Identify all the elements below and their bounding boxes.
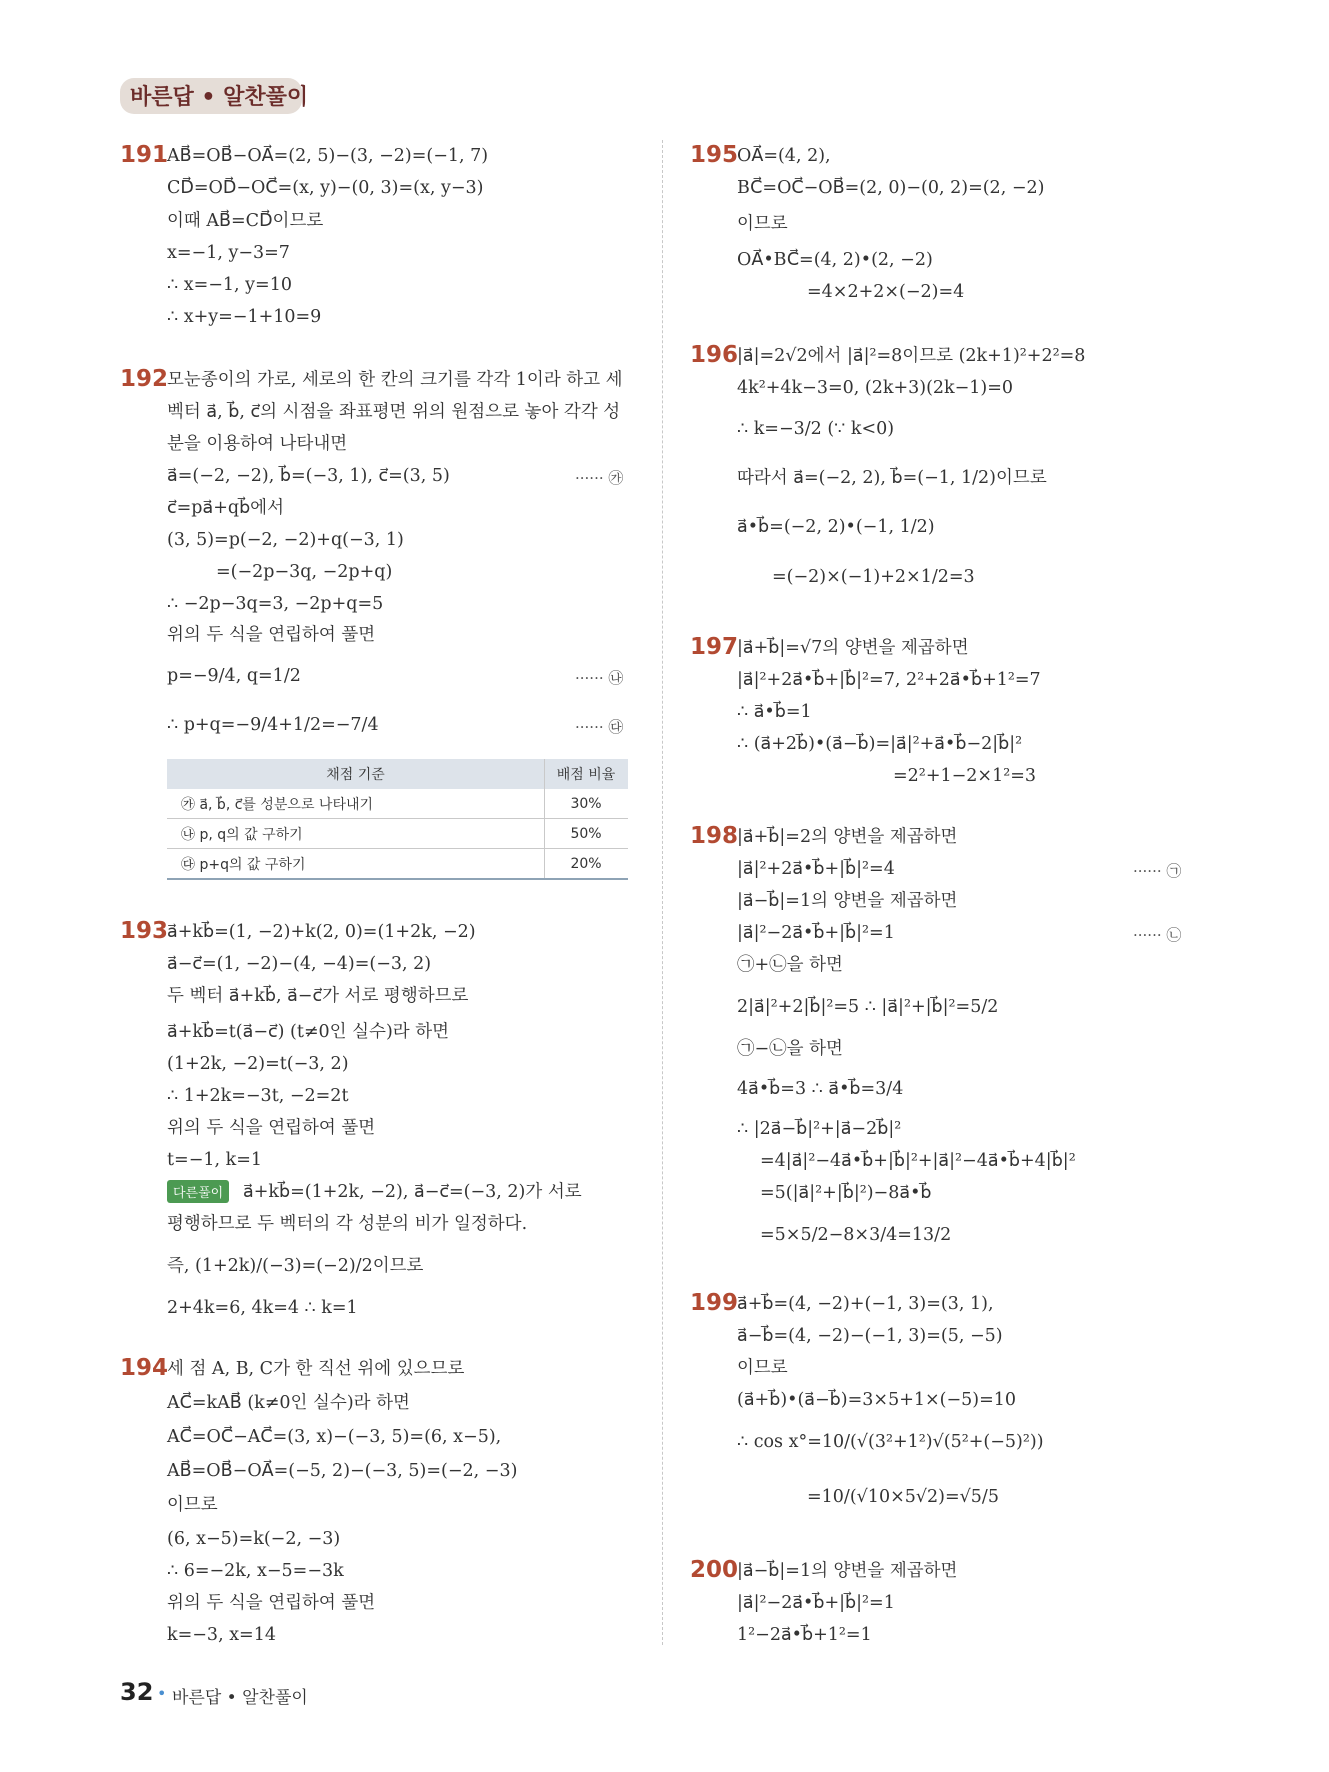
solution-line: a⃗+kb⃗=(1+2k, −2), a⃗−c⃗=(−3, 2)가 서로 <box>243 1182 582 1202</box>
solution-line: |a⃗+b⃗|=√7의 양변을 제곱하면 <box>737 638 969 658</box>
step-marker: ······ ㉯ <box>575 669 624 687</box>
solution-line: =5×5/2−8×3/4=13/2 <box>760 1225 952 1245</box>
solution-line: AC⃗=kAB⃗ (k≠0인 실수)라 하면 <box>167 1393 410 1413</box>
solution-line: ㉠−㉡을 하면 <box>737 1039 843 1059</box>
solution-line: ∴ cos x°=10/(√(3²+1²)√(5²+(−5)²)) <box>737 1432 1044 1452</box>
solution-line: 세 점 A, B, C가 한 직선 위에 있으므로 <box>167 1359 465 1379</box>
solution-line: (6, x−5)=k(−2, −3) <box>167 1529 341 1549</box>
problem-number: 196 <box>690 342 739 368</box>
problem-number: 197 <box>690 634 739 660</box>
solution-line: AC⃗=OC⃗−AC⃗=(3, x)−(−3, 5)=(6, x−5), <box>167 1427 502 1447</box>
table-cell: ㉰ p+q의 값 구하기 <box>167 849 545 880</box>
solution-line: 두 벡터 a⃗+kb⃗, a⃗−c⃗가 서로 평행하므로 <box>167 986 469 1006</box>
footer-title: 바른답 • 알찬풀이 <box>172 1688 308 1708</box>
solution-line: 즉, (1+2k)/(−3)=(−2)/2이므로 <box>167 1256 424 1276</box>
solution-line: t=−1, k=1 <box>167 1150 263 1170</box>
solution-line: a⃗•b⃗=(−2, 2)•(−1, 1/2) <box>737 517 935 537</box>
problem-number: 195 <box>690 142 739 168</box>
table-cell: ㉮ a⃗, b⃗, c⃗를 성분으로 나타내기 <box>167 789 545 819</box>
solution-line: 이므로 <box>167 1495 218 1515</box>
solution-line: AB⃗=OB⃗−OA⃗=(−5, 2)−(−3, 5)=(−2, −3) <box>167 1461 518 1481</box>
solution-line: ㉠+㉡을 하면 <box>737 955 843 975</box>
solution-line: OA⃗•BC⃗=(4, 2)•(2, −2) <box>737 250 933 270</box>
solution-line: 위의 두 식을 연립하여 풀면 <box>167 625 376 645</box>
solution-line: 모눈종이의 가로, 세로의 한 칸의 크기를 각각 1이라 하고 세 <box>167 370 623 390</box>
solution-line: |a⃗|²−2a⃗•b⃗+|b⃗|²=1 <box>737 923 895 943</box>
table-cell: 30% <box>545 789 629 819</box>
solution-line: ∴ x+y=−1+10=9 <box>167 307 322 327</box>
solution-line: 위의 두 식을 연립하여 풀면 <box>167 1593 376 1613</box>
solution-line: 4a⃗•b⃗=3 ∴ a⃗•b⃗=3/4 <box>737 1079 904 1099</box>
solution-line: ∴ −2p−3q=3, −2p+q=5 <box>167 594 384 614</box>
solution-line: 이므로 <box>737 1358 788 1378</box>
header-title: 바른답 • 알찬풀이 <box>130 85 309 110</box>
solution-line: a⃗+b⃗=(4, −2)+(−1, 3)=(3, 1), <box>737 1294 994 1314</box>
problem-number: 198 <box>690 823 739 849</box>
solution-line: a⃗+kb⃗=(1, −2)+k(2, 0)=(1+2k, −2) <box>167 922 476 942</box>
grading-table <box>167 759 628 880</box>
step-marker: ······ ㉠ <box>1133 862 1182 880</box>
problem-number: 200 <box>690 1557 739 1583</box>
solution-line: =4×2+2×(−2)=4 <box>807 282 965 302</box>
problem-number: 193 <box>120 918 169 944</box>
solution-line: ∴ p+q=−9/4+1/2=−7/4 <box>167 715 379 735</box>
solution-line: x=−1, y−3=7 <box>167 243 290 263</box>
alt-solution-badge: 다른풀이 <box>167 1180 229 1203</box>
footer-dot: • <box>157 1684 167 1703</box>
solution-line: 위의 두 식을 연립하여 풀면 <box>167 1118 376 1138</box>
solution-line: OA⃗=(4, 2), <box>737 146 831 166</box>
solution-line: (a⃗+b⃗)•(a⃗−b⃗)=3×5+1×(−5)=10 <box>737 1390 1017 1410</box>
solution-line: |a⃗|=2√2에서 |a⃗|²=8이므로 (2k+1)²+2²=8 <box>737 346 1086 366</box>
problem-number: 192 <box>120 366 169 392</box>
step-marker: ······ ㉰ <box>575 718 624 736</box>
table-cell: ㉯ p, q의 값 구하기 <box>167 819 545 849</box>
solution-line: BC⃗=OC⃗−OB⃗=(2, 0)−(0, 2)=(2, −2) <box>737 178 1045 198</box>
solution-line: 이므로 <box>737 214 788 234</box>
solution-line: (1+2k, −2)=t(−3, 2) <box>167 1054 349 1074</box>
solution-line: c⃗=pa⃗+qb⃗에서 <box>167 498 284 518</box>
solution-line: 2+4k=6, 4k=4 ∴ k=1 <box>167 1298 358 1318</box>
solution-line: ∴ k=−3/2 (∵ k<0) <box>737 419 895 439</box>
solution-line: 평행하므로 두 벡터의 각 성분의 비가 일정하다. <box>167 1214 528 1234</box>
solution-line: AB⃗=OB⃗−OA⃗=(2, 5)−(3, −2)=(−1, 7) <box>167 146 489 166</box>
solution-line: ∴ x=−1, y=10 <box>167 275 292 295</box>
solution-line: 따라서 a⃗=(−2, 2), b⃗=(−1, 1/2)이므로 <box>737 468 1047 488</box>
solution-line: (3, 5)=p(−2, −2)+q(−3, 1) <box>167 530 404 550</box>
solution-line: |a⃗|²+2a⃗•b⃗+|b⃗|²=7, 2²+2a⃗•b⃗+1²=7 <box>737 670 1041 690</box>
solution-line: 4k²+4k−3=0, (2k+3)(2k−1)=0 <box>737 378 1014 398</box>
solution-line: =(−2p−3q, −2p+q) <box>216 562 393 582</box>
table-header: 배점 비율 <box>545 759 629 789</box>
solution-line: ∴ |2a⃗−b⃗|²+|a⃗−2b⃗|² <box>737 1119 902 1139</box>
solution-line: ∴ (a⃗+2b⃗)•(a⃗−b⃗)=|a⃗|²+a⃗•b⃗−2|b⃗|² <box>737 734 1023 754</box>
column-divider <box>662 140 663 1645</box>
table-header: 채점 기준 <box>167 759 545 789</box>
solution-line: ∴ 1+2k=−3t, −2=2t <box>167 1086 349 1106</box>
solution-line: =2²+1−2×1²=3 <box>893 766 1037 786</box>
solution-line: |a⃗+b⃗|=2의 양변을 제곱하면 <box>737 827 958 847</box>
solution-line: |a⃗|²−2a⃗•b⃗+|b⃗|²=1 <box>737 1593 895 1613</box>
step-marker: ······ ㉡ <box>1133 926 1182 944</box>
solution-line: 2|a⃗|²+2|b⃗|²=5 ∴ |a⃗|²+|b⃗|²=5/2 <box>737 997 999 1017</box>
solution-line: |a⃗|²+2a⃗•b⃗+|b⃗|²=4 <box>737 859 895 879</box>
solution-line: =10/(√10×5√2)=√5/5 <box>807 1487 999 1507</box>
table-cell: 50% <box>545 819 629 849</box>
solution-line: CD⃗=OD⃗−OC⃗=(x, y)−(0, 3)=(x, y−3) <box>167 178 484 198</box>
solution-line: =(−2)×(−1)+2×1/2=3 <box>772 567 975 587</box>
solution-line: 이때 AB⃗=CD⃗이므로 <box>167 211 324 231</box>
table-row <box>167 789 628 819</box>
solution-line: a⃗+kb⃗=t(a⃗−c⃗) (t≠0인 실수)라 하면 <box>167 1022 450 1042</box>
step-marker: ······ ㉮ <box>575 469 624 487</box>
solution-line: ∴ a⃗•b⃗=1 <box>737 702 812 722</box>
solution-line: =5(|a⃗|²+|b⃗|²)−8a⃗•b⃗ <box>760 1183 932 1203</box>
solution-line: |a⃗−b⃗|=1의 양변을 제곱하면 <box>737 891 958 911</box>
solution-line: 분을 이용하여 나타내면 <box>167 434 348 454</box>
problem-number: 199 <box>690 1290 739 1316</box>
solution-line: =4|a⃗|²−4a⃗•b⃗+|b⃗|²+|a⃗|²−4a⃗•b⃗+4|b⃗|² <box>760 1151 1076 1171</box>
solution-line: ∴ 6=−2k, x−5=−3k <box>167 1561 344 1581</box>
solution-line: a⃗−b⃗=(4, −2)−(−1, 3)=(5, −5) <box>737 1326 1003 1346</box>
problem-number: 194 <box>120 1355 169 1381</box>
table-row <box>167 849 628 880</box>
solution-line: p=−9/4, q=1/2 <box>167 666 301 686</box>
table-cell: 20% <box>545 849 629 880</box>
solution-line: a⃗=(−2, −2), b⃗=(−3, 1), c⃗=(3, 5) <box>167 466 450 486</box>
solution-line: |a⃗−b⃗|=1의 양변을 제곱하면 <box>737 1561 958 1581</box>
table-row <box>167 819 628 849</box>
solution-line: 1²−2a⃗•b⃗+1²=1 <box>737 1625 872 1645</box>
problem-number: 191 <box>120 142 169 168</box>
solution-line: a⃗−c⃗=(1, −2)−(4, −4)=(−3, 2) <box>167 954 432 974</box>
page-number: 32 <box>120 1678 154 1706</box>
solution-line: 벡터 a⃗, b⃗, c⃗의 시점을 좌표평면 위의 원점으로 놓아 각각 성 <box>167 402 621 422</box>
solution-line: k=−3, x=14 <box>167 1625 276 1645</box>
